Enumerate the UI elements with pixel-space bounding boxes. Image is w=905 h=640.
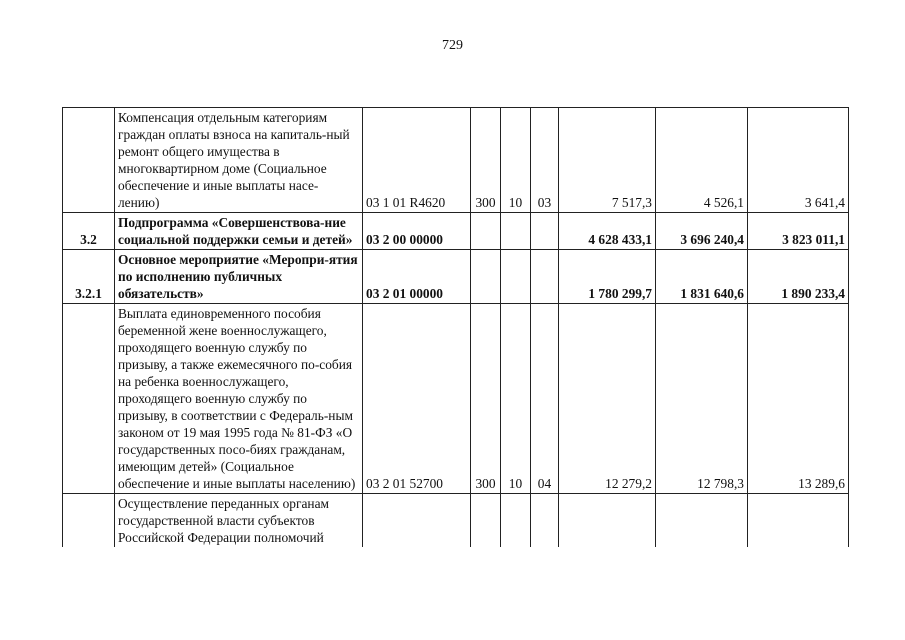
table-row	[63, 250, 849, 304]
row-amount-3	[748, 494, 849, 548]
row-vr: 300	[471, 304, 501, 494]
table-row	[63, 304, 849, 494]
row-code: 03 2 00 00000	[363, 213, 471, 250]
row-amount-3: 1 890 233,4	[748, 250, 849, 304]
row-amount-2: 3 696 240,4	[656, 213, 748, 250]
row-pr	[531, 250, 559, 304]
row-pr	[531, 213, 559, 250]
row-vr: 300	[471, 108, 501, 213]
row-amount-1: 4 628 433,1	[559, 213, 656, 250]
budget-table	[62, 107, 849, 547]
row-vr	[471, 250, 501, 304]
row-amount-2: 12 798,3	[656, 304, 748, 494]
row-pr	[531, 494, 559, 548]
row-name: Основное мероприятие «Меропри-ятия по исполнению публичных обязательств»	[115, 250, 363, 304]
row-number	[63, 304, 115, 494]
row-pr: 04	[531, 304, 559, 494]
row-number: 3.2	[63, 213, 115, 250]
row-name: Осуществление переданных органам государственной власти субъектов Российской Федерации полномочий	[115, 494, 363, 548]
row-amount-1: 1 780 299,7	[559, 250, 656, 304]
row-vr	[471, 213, 501, 250]
row-pr: 03	[531, 108, 559, 213]
row-vr	[471, 494, 501, 548]
row-number	[63, 108, 115, 213]
row-amount-2: 1 831 640,6	[656, 250, 748, 304]
row-rz: 10	[501, 108, 531, 213]
page-number: 729	[442, 38, 463, 53]
table-row	[63, 108, 849, 213]
row-code	[363, 494, 471, 548]
row-name: Подпрограмма «Совершенствова-ние социальной поддержки семьи и детей»	[115, 213, 363, 250]
row-code: 03 2 01 00000	[363, 250, 471, 304]
row-name: Компенсация отдельным категориям граждан оплаты взноса на капиталь-ный ремонт общего имущества в многоквартирном доме (Социальное обеспечение и иные выплаты насе-лению)	[115, 108, 363, 213]
row-name: Выплата единовременного пособия беременной жене военнослужащего, проходящего военную службу по призыву, а также ежемесячного по-собия на ребенка военнослужащего, проходящего военную службу по призыву, в соответствии с Федераль-ным законом от 19 мая 1995 года № 81-ФЗ «О государственных посо-биях гражданам, имеющим детей» (Социальное обеспечение и иные выплаты населению)	[115, 304, 363, 494]
row-amount-2	[656, 494, 748, 548]
row-rz	[501, 494, 531, 548]
row-amount-2: 4 526,1	[656, 108, 748, 213]
row-amount-3: 3 823 011,1	[748, 213, 849, 250]
row-amount-1: 7 517,3	[559, 108, 656, 213]
row-amount-3: 13 289,6	[748, 304, 849, 494]
row-amount-3: 3 641,4	[748, 108, 849, 213]
table-row	[63, 213, 849, 250]
row-code: 03 2 01 52700	[363, 304, 471, 494]
row-number	[63, 494, 115, 548]
row-amount-1: 12 279,2	[559, 304, 656, 494]
row-code: 03 1 01 R4620	[363, 108, 471, 213]
row-amount-1	[559, 494, 656, 548]
row-rz	[501, 213, 531, 250]
row-number: 3.2.1	[63, 250, 115, 304]
row-rz	[501, 250, 531, 304]
row-rz: 10	[501, 304, 531, 494]
table-row	[63, 494, 849, 548]
